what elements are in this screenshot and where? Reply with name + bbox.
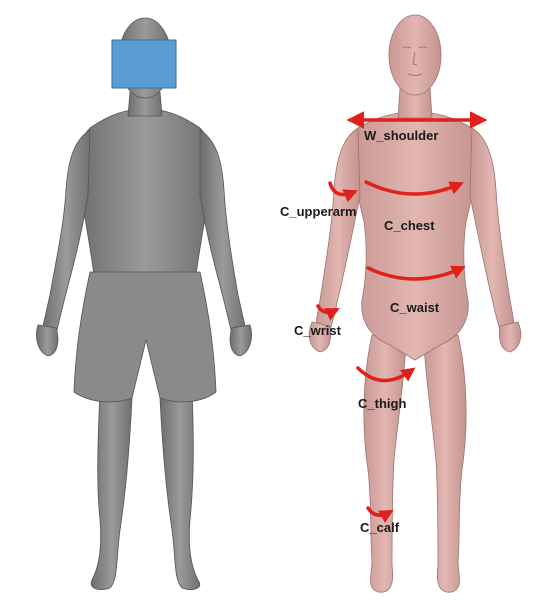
label-c-wrist: C_wrist xyxy=(294,323,341,338)
label-w-shoulder: W_shoulder xyxy=(364,128,439,143)
face-mask xyxy=(112,40,176,88)
label-c-chest: C_chest xyxy=(384,218,435,233)
label-c-upperarm: C_upperarm xyxy=(280,204,357,219)
label-c-thigh: C_thigh xyxy=(358,396,407,411)
label-c-calf: C_calf xyxy=(360,520,400,535)
label-c-waist: C_waist xyxy=(390,300,440,315)
scanned-body-mesh xyxy=(36,18,251,590)
